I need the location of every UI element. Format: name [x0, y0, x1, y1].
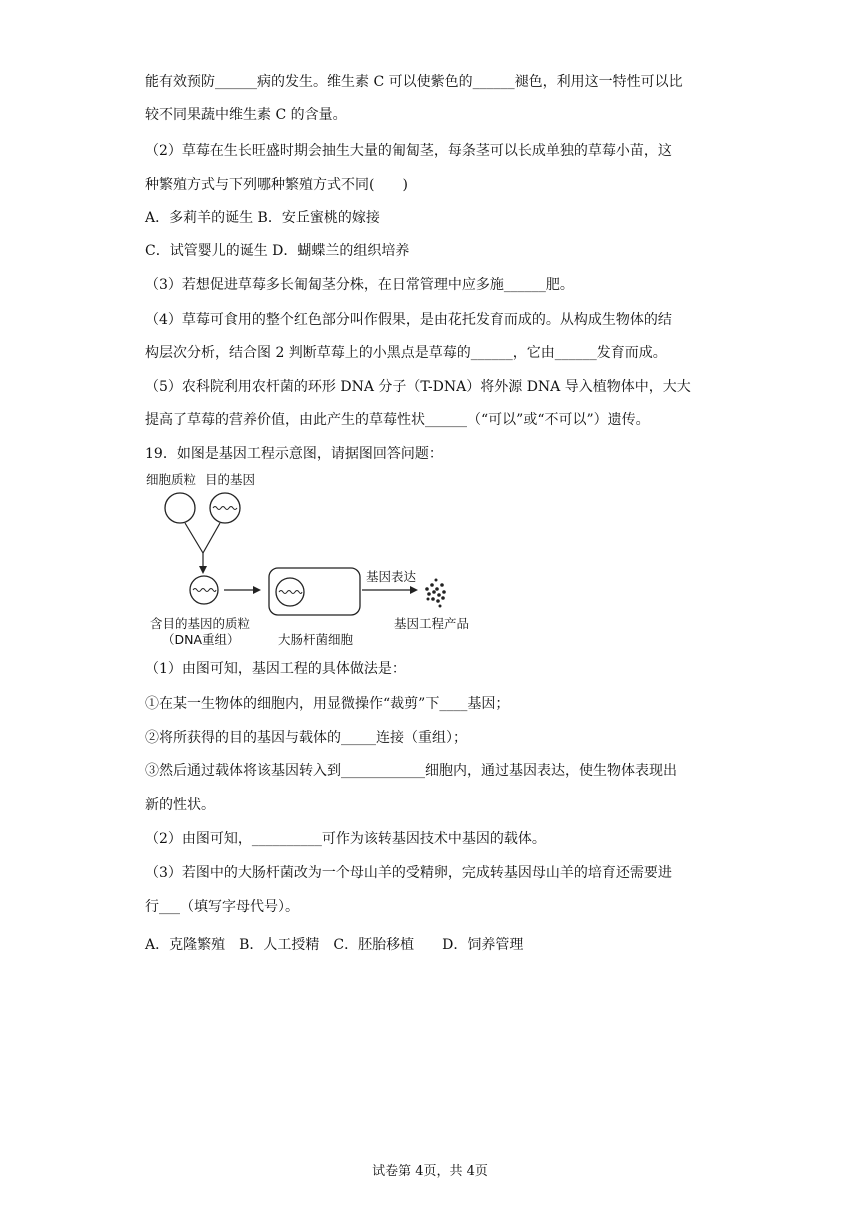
recombinant-label: 含目的基因的质粒 [150, 616, 251, 631]
arrow-head [410, 586, 418, 594]
ecoli-plasmid-circle [276, 578, 304, 606]
question-title: 19．如图是基因工程示意图，请据图回答问题： [145, 446, 443, 462]
text-line: （4）草莓可食用的整个红色部分叫作假果，是由花托发育而成的。从构成生物体的结 [145, 312, 672, 328]
product-label: 基因工程产品 [394, 616, 470, 631]
option-line: A．多莉羊的诞生 B．安丘蜜桃的嫁接 [145, 210, 380, 226]
text-line: 构层次分析，结合图 2 判断草莓上的小黑点是草莓的______，它由______发育而成。 [145, 345, 667, 361]
text-line: 能有效预防______病的发生。维生素 C 可以使紫色的______褪色，利用这一特性可以比 [145, 74, 683, 90]
text-line: （3）若想促进草莓多长匍匐茎分株，在日常管理中应多施______肥。 [145, 277, 574, 293]
text-line: 种繁殖方式与下列哪种繁殖方式不同( ) [145, 177, 408, 193]
text-line: 新的性状。 [145, 797, 215, 813]
connector-line [203, 523, 220, 553]
target-gene-label: 目的基因 [205, 472, 256, 487]
target-gene-squiggle [213, 507, 237, 510]
text-line: 行___（填写字母代号）。 [145, 899, 299, 915]
arrow-head [253, 586, 261, 594]
plasmid-circle [165, 493, 195, 523]
connector-line [185, 523, 203, 553]
text-line: （3）若图中的大肠杆菌改为一个母山羊的受精卵，完成转基因母山羊的培育还需要进 [145, 865, 672, 881]
text-line: （5）农科院利用农杆菌的环形 DNA 分子（T-DNA）将外源 DNA 导入植物体中，大大 [145, 379, 691, 395]
text-line: （2）由图可知，__________可作为该转基因技术中基因的载体。 [145, 831, 546, 847]
dna-recombination-label: （DNA重组） [162, 632, 240, 647]
text-line: ①在某一生物体的细胞内，用显微操作“裁剪”下____基因； [145, 696, 510, 712]
text-line: ③然后通过载体将该基因转入到____________细胞内，通过基因表达，使生物体表现出 [145, 763, 677, 779]
text-line: 较不同果蔬中维生素 C 的含量。 [145, 107, 347, 123]
text-line: （1）由图可知，基因工程的具体做法是： [145, 661, 406, 677]
option-line: A．克隆繁殖 B．人工授精 C．胚胎移植 D．饲养管理 [145, 937, 524, 953]
recombinant-squiggle [193, 589, 216, 592]
page-footer: 试卷第 4页，共 4页 [372, 1164, 488, 1179]
text-line: ②将所获得的目的基因与载体的_____连接（重组）； [145, 730, 467, 746]
plasmid-label: 细胞质粒 [146, 472, 197, 487]
recombinant-plasmid-circle [190, 576, 218, 604]
gene-engineering-diagram [140, 468, 500, 654]
expression-label: 基因表达 [366, 569, 417, 584]
ecoli-squiggle [279, 591, 302, 594]
ecoli-label: 大肠杆菌细胞 [278, 632, 354, 647]
arrow-head [199, 566, 207, 574]
text-line: （2）草莓在生长旺盛时期会抽生大量的匍匐茎，每条茎可以长成单独的草莓小苗，这 [145, 143, 672, 159]
product-dots-icon [425, 579, 446, 608]
text-line: 提高了草莓的营养价值，由此产生的草莓性状______（“可以”或“不可以”）遗传。 [145, 412, 650, 428]
option-line: C．试管婴儿的诞生 D．蝴蝶兰的组织培养 [145, 243, 410, 259]
